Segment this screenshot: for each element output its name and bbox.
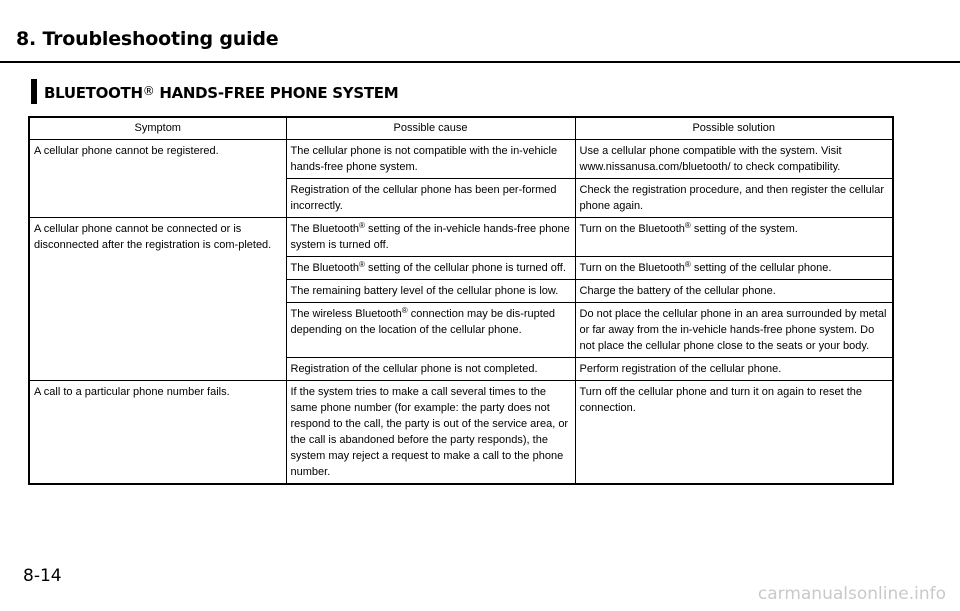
troubleshooting-table: [28, 116, 894, 485]
cause-cell: If the system tries to make a call several times to the same phone number (for example: the party does not respond to the call, the party is out of the service area, or the call is abandoned before the party responds), the system may reject a request to make a call to the phone number.: [286, 381, 575, 485]
cause-cell: The cellular phone is not compatible with the in-vehicle hands-free phone system.: [286, 140, 575, 179]
column-header-symptom: Symptom: [29, 117, 286, 140]
solution-cell: Use a cellular phone compatible with the system. Visit www.nissanusa.com/bluetooth/ to check compatibility.: [575, 140, 893, 179]
registered-mark: ®: [142, 84, 155, 98]
solution-cell: [575, 257, 893, 280]
registered-mark: ®: [359, 221, 365, 230]
solution-cell: Perform registration of the cellular phone.: [575, 358, 893, 381]
table-header-row: [29, 117, 893, 140]
solution-cell: Turn off the cellular phone and turn it on again to reset the connection.: [575, 381, 893, 485]
column-header-solution: Possible solution: [575, 117, 893, 140]
header-rule: [0, 61, 960, 63]
section-title-main: BLUETOOTH: [44, 84, 143, 102]
symptom-cell: A cellular phone cannot be connected or is disconnected after the registration is com-pleted.: [29, 218, 286, 381]
cause-cell: Registration of the cellular phone is not completed.: [286, 358, 575, 381]
cause-text: The wireless Bluetooth: [290, 308, 402, 320]
cause-text: The Bluetooth: [290, 262, 359, 274]
cause-cell: [286, 303, 575, 358]
cause-text: The Bluetooth: [290, 223, 359, 235]
cause-text: connection may be dis-rupted depending on the location of the cellular phone.: [290, 308, 556, 336]
table-row: [29, 218, 893, 257]
symptom-cell: A cellular phone cannot be registered.: [29, 140, 286, 218]
table-row: [29, 381, 893, 485]
chapter-title: 8. Troubleshooting guide: [16, 28, 279, 50]
cause-cell: The remaining battery level of the cellular phone is low.: [286, 280, 575, 303]
cause-text: setting of the cellular phone is turned off.: [364, 262, 566, 274]
watermark: carmanualsonline.info: [757, 584, 946, 604]
registered-mark: ®: [684, 221, 691, 230]
section-marker-bar: [31, 79, 37, 104]
column-header-cause: Possible cause: [286, 117, 575, 140]
solution-cell: Check the registration procedure, and then register the cellular phone again.: [575, 179, 893, 218]
solution-text: Turn on the Bluetooth: [579, 262, 685, 274]
solution-cell: [575, 218, 893, 257]
cause-cell: [286, 257, 575, 280]
cause-text: setting of the in-vehicle hands-free phone system is turned off.: [290, 223, 570, 251]
registered-mark: ®: [401, 306, 408, 315]
registered-mark: ®: [359, 260, 365, 269]
solution-text: Turn on the Bluetooth: [579, 223, 685, 235]
section-title-rest: HANDS-FREE PHONE SYSTEM: [154, 84, 399, 102]
registered-mark: ®: [684, 260, 691, 269]
solution-cell: Charge the battery of the cellular phone.: [575, 280, 893, 303]
page-number: 8-14: [23, 566, 62, 586]
symptom-cell: A call to a particular phone number fails.: [29, 381, 286, 485]
section-title: [44, 84, 398, 102]
solution-text: setting of the cellular phone.: [690, 262, 832, 274]
cause-cell: [286, 218, 575, 257]
solution-text: setting of the system.: [690, 223, 798, 235]
cause-cell: Registration of the cellular phone has been per-formed incorrectly.: [286, 179, 575, 218]
solution-cell: Do not place the cellular phone in an area surrounded by metal or far away from the in-vehicle hands-free phone system. Do not place the cellular phone close to the seats or your body.: [575, 303, 893, 358]
table-row: [29, 140, 893, 179]
